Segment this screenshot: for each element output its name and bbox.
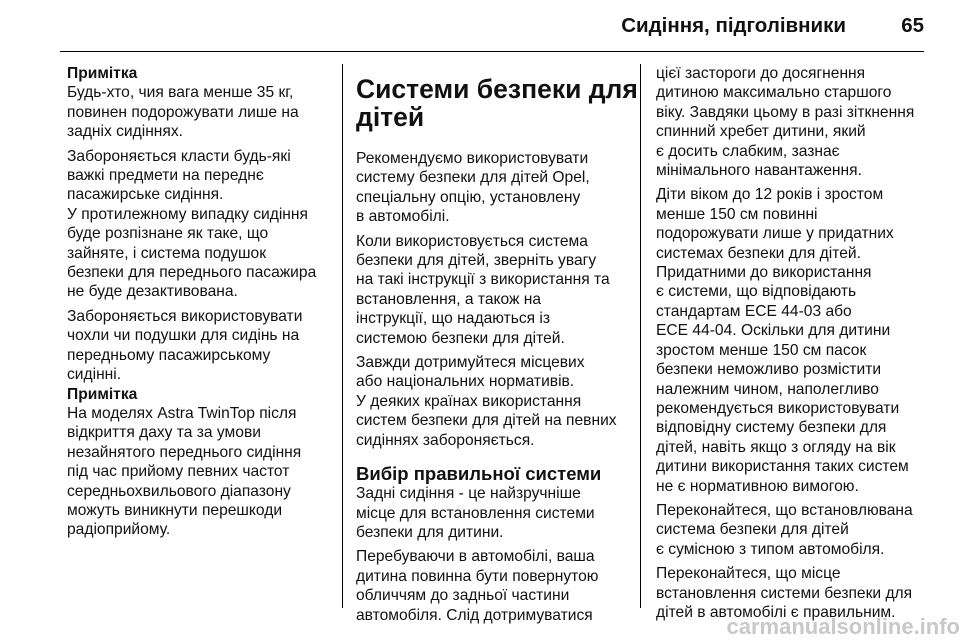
note-label-1: Примітка — [67, 65, 138, 82]
col2-paragraph-1 — [356, 149, 622, 227]
text-line: система безпеки для дітей — [656, 521, 849, 539]
text-line: дитиною максимально старшого — [656, 84, 892, 102]
subsection-title-choosing-system: Вибір правильної системи — [356, 463, 602, 485]
text-line: встановлення, а також на — [356, 290, 542, 308]
text-line: безпеки для дитини. — [356, 523, 504, 541]
text-line: Системи безпеки для — [356, 74, 638, 104]
text-line: системах безпеки для дітей. — [656, 244, 861, 262]
text-line: безпеки неможливо розмістити — [656, 361, 882, 379]
text-line: Перебуваючи в автомобілі, ваша — [356, 548, 595, 566]
section-title-child-restraints — [356, 74, 638, 132]
text-line: Переконайтеся, що місце — [656, 565, 841, 583]
col3-paragraph-1 — [656, 64, 926, 180]
col2-paragraph-4 — [356, 392, 622, 450]
running-header-title: Сидіння, підголівники — [621, 14, 846, 37]
text-line: можуть виникнути перешкоди — [67, 501, 283, 519]
col2-paragraph-2 — [356, 232, 622, 348]
text-line: спеціальну опцію, установлену — [356, 188, 581, 206]
text-line: мінімального навантаження. — [656, 162, 862, 180]
text-line: чохли чи подушки для сидінь на — [67, 327, 300, 345]
text-line: спинний хребет дитини, який — [656, 123, 866, 141]
text-line: незайнятого переднього сидіння — [67, 443, 302, 461]
text-line: в автомобілі. — [356, 208, 450, 226]
text-line: встановлення системи безпеки для — [656, 584, 913, 602]
text-line: середньохвильового діапазону — [67, 482, 291, 500]
text-line: пасажирське сидіння. — [67, 186, 224, 204]
text-line: зайняте, і система подушок — [67, 244, 267, 262]
column-1 — [67, 64, 333, 545]
text-line: Завжди дотримуйтеся місцевих — [356, 354, 585, 372]
text-line: Діти віком до 12 років і зростом — [656, 186, 884, 204]
text-line: відповідну систему безпеки для — [656, 419, 887, 437]
column-3 — [656, 64, 926, 627]
text-line: На моделях Astra TwinTop після — [67, 404, 297, 422]
text-line: Будь-хто, чия вага менше 35 кг, — [67, 84, 294, 102]
note-1-text — [67, 83, 333, 141]
text-line: є системи, що відповідають — [656, 283, 857, 301]
col3-paragraph-3 — [656, 263, 926, 496]
text-line: задніх сидіннях. — [67, 123, 183, 141]
text-line: подорожувати лише у придатних — [656, 225, 894, 243]
text-line: сидіннях забороняється. — [356, 431, 535, 449]
col1-paragraph-2 — [67, 205, 333, 302]
text-line: є досить слабким, зазнає — [656, 142, 840, 160]
text-line: Рекомендуємо використовувати — [356, 150, 589, 167]
text-line: сидінні. — [67, 366, 122, 384]
text-line: систем безпеки для дітей на певних — [356, 412, 617, 430]
text-line: системою безпеки для дітей. — [356, 329, 565, 347]
text-line: стандартам ECE 44-03 або — [656, 302, 852, 320]
text-line: Забороняється використовувати — [67, 307, 303, 325]
text-line: є сумісною з типом автомобіля. — [656, 540, 885, 558]
col2-paragraph-6 — [356, 547, 622, 625]
col1-paragraph-1 — [67, 147, 333, 205]
text-line: Коли використовується система — [356, 232, 588, 250]
column-divider-2 — [640, 64, 641, 608]
text-line: або національних нормативів. — [356, 373, 575, 391]
text-line: дітей, навіть якщо з огляду на вік — [656, 438, 896, 456]
text-line: Задні сидіння - це найзручніше — [356, 485, 581, 503]
text-line: зростом менше 150 см пасок — [656, 341, 867, 359]
col1-paragraph-3 — [67, 307, 333, 385]
text-line: відкриття даху та за умови — [67, 424, 261, 442]
text-line: безпеки для дітей, зверніть увагу — [356, 252, 597, 270]
text-line: Переконайтеся, що встановлювана — [656, 501, 913, 519]
text-line: дитина повинна бути повернутою — [356, 567, 599, 585]
col3-paragraph-2 — [656, 185, 926, 263]
text-line: інструкції, що надаються із — [356, 310, 551, 328]
text-line: місце для встановлення системи — [356, 504, 595, 522]
text-line: не буде дезактивована. — [67, 283, 238, 301]
note-2-text — [67, 404, 333, 540]
text-line: не є нормативною вимогою. — [656, 477, 859, 495]
text-line: безпеки для переднього пасажира — [67, 264, 317, 282]
text-line: ECE 44-04. Оскільки для дитини — [656, 322, 891, 340]
text-line: У протилежному випадку сидіння — [67, 205, 308, 223]
text-line: віку. Завдяки цьому в разі зіткнення — [656, 103, 915, 121]
text-line: цієї застороги до досягнення — [656, 65, 866, 82]
col3-paragraph-4 — [656, 501, 926, 559]
text-line: автомобіля. Слід дотримуватися — [356, 606, 593, 624]
text-line: Забороняється класти будь-які — [67, 147, 291, 165]
watermark: carmanualsonline.info — [726, 614, 960, 639]
text-line: дитини використання таких систем — [656, 458, 909, 476]
note-label-2: Примітка — [67, 385, 138, 403]
text-line: Придатними до використання — [656, 264, 872, 282]
text-line: буде розпізнане як таке, що — [67, 225, 269, 243]
column-2 — [356, 74, 638, 630]
text-line: дітей в автомобілі є правильним. — [656, 603, 896, 621]
column-divider-1 — [342, 64, 343, 608]
text-line: У деяких країнах використання — [356, 392, 582, 410]
text-line: повинен подорожувати лише на — [67, 103, 299, 121]
text-line: на такі інструкції з використання та — [356, 271, 610, 289]
text-line: передньому пасажирському — [67, 346, 271, 364]
text-line: менше 150 см повинні — [656, 205, 818, 223]
text-line: радіоприйому. — [67, 521, 171, 539]
text-line: важкі предмети на переднє — [67, 167, 264, 185]
col2-paragraph-3 — [356, 353, 622, 392]
page-number: 65 — [901, 14, 924, 37]
col2-paragraph-5 — [356, 484, 622, 542]
text-line: рекомендується використовувати — [656, 399, 900, 417]
text-line: належним чином, наполегливо — [656, 380, 879, 398]
text-line: під час прийому певних частот — [67, 463, 290, 481]
header-divider — [60, 51, 924, 52]
text-line: систему безпеки для дітей Opel, — [356, 169, 590, 187]
text-line: дітей — [356, 102, 425, 132]
text-line: обличчям до задньої частини — [356, 587, 570, 605]
